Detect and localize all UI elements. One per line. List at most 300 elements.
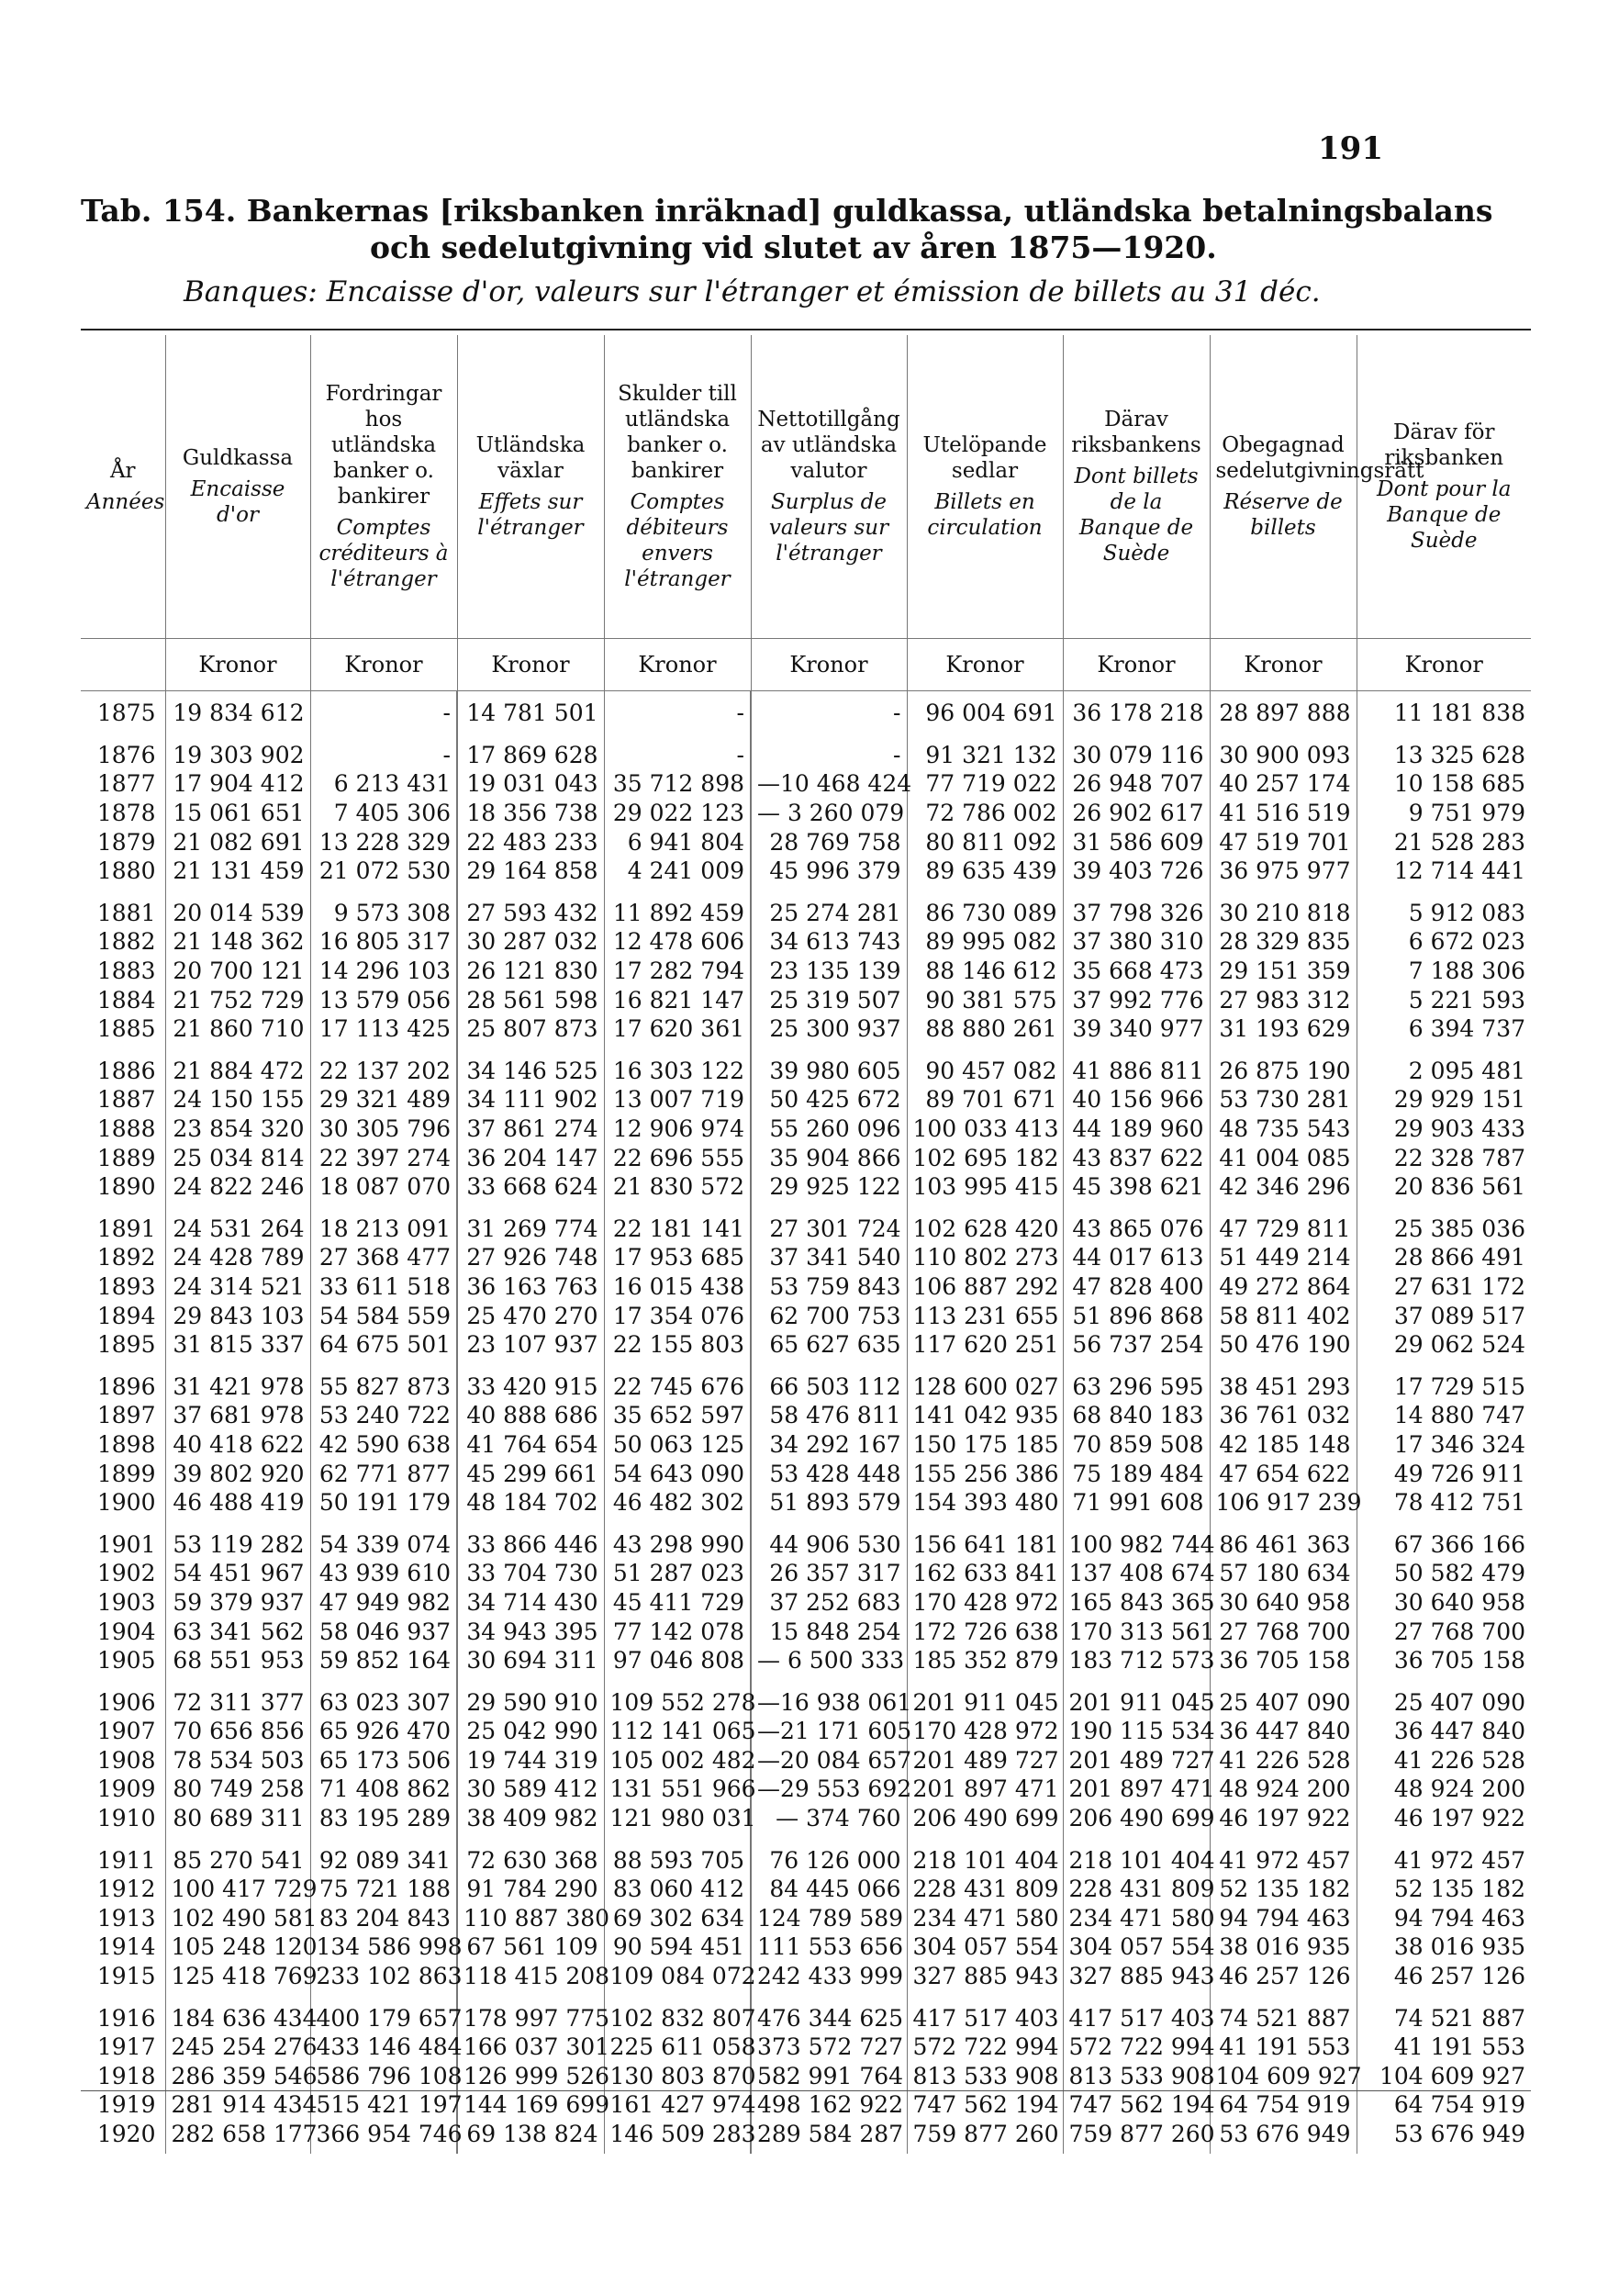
- value-cell: 166 037 301: [457, 2033, 604, 2062]
- value-cell: 37 861 274: [457, 1114, 604, 1144]
- table-row: [81, 1243, 1531, 1272]
- value-cell: -: [751, 734, 907, 770]
- value-cell: 62 771 877: [310, 1459, 457, 1488]
- value-cell: 281 914 434: [165, 2090, 310, 2120]
- value-cell: 49 272 864: [1210, 1272, 1357, 1302]
- value-cell: 201 911 045: [907, 1680, 1063, 1717]
- value-cell: 23 107 937: [457, 1330, 604, 1365]
- year-cell: 1911: [96, 1846, 156, 1874]
- value-cell: 46 257 126: [1357, 1962, 1531, 1997]
- year-cell: 1884: [96, 986, 156, 1014]
- year-group: [81, 1049, 1531, 1207]
- year-cell: 1903: [96, 1588, 156, 1616]
- table-row: [81, 1049, 1531, 1086]
- table-row: [81, 957, 1531, 986]
- value-cell: 47 654 622: [1210, 1459, 1357, 1488]
- value-cell: 31 586 609: [1063, 827, 1210, 857]
- value-cell: 100 033 413: [907, 1114, 1063, 1144]
- value-cell: 14 296 103: [310, 957, 457, 986]
- value-cell: 16 303 122: [604, 1049, 751, 1086]
- value-cell: 53 676 949: [1210, 2120, 1357, 2155]
- value-cell: 29 903 433: [1357, 1114, 1531, 1144]
- value-cell: 88 880 261: [907, 1014, 1063, 1049]
- value-cell: 206 490 699: [1063, 1804, 1210, 1839]
- value-cell: 19 031 043: [457, 769, 604, 799]
- value-cell: —16 938 061: [751, 1680, 907, 1717]
- value-cell: 498 162 922: [751, 2090, 907, 2120]
- value-cell: 65 926 470: [310, 1717, 457, 1746]
- value-cell: 126 999 526: [457, 2062, 604, 2091]
- value-cell: 80 689 311: [165, 1804, 310, 1839]
- value-cell: 18 087 070: [310, 1172, 457, 1207]
- table-subtitle-french: Banques: Encaisse d'or, valeurs sur l'étranger et émission de billets au 31 déc.: [184, 275, 1321, 308]
- value-cell: 20 836 561: [1357, 1172, 1531, 1207]
- value-cell: 23 135 139: [751, 957, 907, 986]
- value-cell: 433 146 484: [310, 2033, 457, 2062]
- value-cell: 18 356 738: [457, 799, 604, 828]
- year-cell: 1910: [96, 1805, 156, 1832]
- value-cell: 124 789 589: [751, 1904, 907, 1933]
- value-cell: 150 175 185: [907, 1430, 1063, 1460]
- value-cell: 44 017 613: [1063, 1243, 1210, 1272]
- value-cell: 56 737 254: [1063, 1330, 1210, 1365]
- units-row: [81, 639, 1531, 691]
- value-cell: 144 169 699: [457, 2090, 604, 2120]
- value-cell: —20 084 657: [751, 1746, 907, 1775]
- value-cell: 29 062 524: [1357, 1330, 1531, 1365]
- value-cell: 37 341 540: [751, 1243, 907, 1272]
- value-cell: 24 822 246: [165, 1172, 310, 1207]
- value-cell: 36 163 763: [457, 1272, 604, 1302]
- value-cell: 43 837 622: [1063, 1143, 1210, 1172]
- value-cell: 17 729 515: [1357, 1364, 1531, 1401]
- value-cell: 155 256 386: [907, 1459, 1063, 1488]
- table-row: [81, 1301, 1531, 1330]
- value-cell: 63 341 562: [165, 1617, 310, 1646]
- year-cell: 1898: [96, 1430, 156, 1458]
- table-row: [81, 1904, 1531, 1933]
- year-cell: 1908: [96, 1746, 156, 1774]
- value-cell: 83 195 289: [310, 1804, 457, 1839]
- value-cell: 25 470 270: [457, 1301, 604, 1330]
- year-cell: 1885: [96, 1015, 156, 1043]
- value-cell: 64 675 501: [310, 1330, 457, 1365]
- year-cell: 1891: [96, 1215, 156, 1242]
- year-group: [81, 1838, 1531, 1996]
- value-cell: 48 184 702: [457, 1488, 604, 1523]
- year-cell: 1904: [96, 1618, 156, 1645]
- col-header-gold: Guldkassa Encaisse d'or: [165, 335, 310, 639]
- value-cell: 109 084 072: [604, 1962, 751, 1997]
- value-cell: 80 811 092: [907, 827, 1063, 857]
- value-cell: 10 158 685: [1357, 769, 1531, 799]
- value-cell: 37 252 683: [751, 1588, 907, 1618]
- value-cell: 54 584 559: [310, 1301, 457, 1330]
- value-cell: 15 848 254: [751, 1617, 907, 1646]
- value-cell: 36 761 032: [1210, 1401, 1357, 1430]
- value-cell: 47 519 701: [1210, 827, 1357, 857]
- value-cell: 24 150 155: [165, 1085, 310, 1114]
- value-cell: 7 188 306: [1357, 957, 1531, 986]
- table-row: [81, 1746, 1531, 1775]
- value-cell: 58 476 811: [751, 1401, 907, 1430]
- value-cell: 242 433 999: [751, 1962, 907, 1997]
- table-row: [81, 1114, 1531, 1144]
- table-row: [81, 1330, 1531, 1365]
- table-row: [81, 769, 1531, 799]
- unit-cell: Kronor: [1357, 639, 1531, 691]
- value-cell: 22 181 141: [604, 1207, 751, 1244]
- value-cell: 201 489 727: [907, 1746, 1063, 1775]
- value-cell: 113 231 655: [907, 1301, 1063, 1330]
- value-cell: 80 749 258: [165, 1775, 310, 1804]
- title-block: [81, 193, 1531, 312]
- col-header-bills: Utländska växlar Effets sur l'étranger: [457, 335, 604, 639]
- value-cell: 65 173 506: [310, 1746, 457, 1775]
- value-cell: 26 902 617: [1063, 799, 1210, 828]
- table-row: [81, 1996, 1531, 2033]
- value-cell: 19 303 902: [165, 734, 310, 770]
- value-cell: 327 885 943: [907, 1962, 1063, 1997]
- value-cell: 83 060 412: [604, 1875, 751, 1904]
- year-cell: 1888: [96, 1115, 156, 1143]
- value-cell: 46 197 922: [1210, 1804, 1357, 1839]
- value-cell: 29 164 858: [457, 857, 604, 891]
- table-row: [81, 1804, 1531, 1839]
- value-cell: 40 156 966: [1063, 1085, 1210, 1114]
- value-cell: 34 714 430: [457, 1588, 604, 1618]
- value-cell: 52 135 182: [1210, 1875, 1357, 1904]
- value-cell: 49 726 911: [1357, 1459, 1531, 1488]
- col-header-claims: Fordringar hos utländska banker o. bankirer Comptes créditeurs à l'étranger: [310, 335, 457, 639]
- value-cell: 105 002 482: [604, 1746, 751, 1775]
- value-cell: 14 880 747: [1357, 1401, 1531, 1430]
- value-cell: 47 949 982: [310, 1588, 457, 1618]
- value-cell: 36 178 218: [1063, 691, 1210, 734]
- value-cell: 154 393 480: [907, 1488, 1063, 1523]
- value-cell: 94 794 463: [1210, 1904, 1357, 1933]
- value-cell: 417 517 403: [1063, 1996, 1210, 2033]
- year-cell: 1897: [96, 1402, 156, 1429]
- value-cell: 64 754 919: [1357, 2090, 1531, 2120]
- value-cell: 46 482 302: [604, 1488, 751, 1523]
- year-cell: 1880: [96, 857, 156, 885]
- value-cell: 88 146 612: [907, 957, 1063, 986]
- value-cell: 286 359 546: [165, 2062, 310, 2091]
- value-cell: 102 832 807: [604, 1996, 751, 2033]
- value-cell: 106 917 239: [1210, 1488, 1357, 1523]
- table-row: [81, 1085, 1531, 1114]
- value-cell: 21 884 472: [165, 1049, 310, 1086]
- value-cell: 128 600 027: [907, 1364, 1063, 1401]
- value-cell: 46 488 419: [165, 1488, 310, 1523]
- value-cell: 19 744 319: [457, 1746, 604, 1775]
- value-cell: 17 282 794: [604, 957, 751, 986]
- value-cell: 39 802 920: [165, 1459, 310, 1488]
- table-row: [81, 2062, 1531, 2091]
- value-cell: 33 611 518: [310, 1272, 457, 1302]
- value-cell: 91 784 290: [457, 1875, 604, 1904]
- table-row: [81, 734, 1531, 770]
- value-cell: 69 302 634: [604, 1904, 751, 1933]
- value-cell: 41 004 085: [1210, 1143, 1357, 1172]
- unit-cell: Kronor: [1210, 639, 1357, 691]
- year-cell: 1881: [96, 899, 156, 926]
- value-cell: 13 325 628: [1357, 734, 1531, 770]
- value-cell: 24 428 789: [165, 1243, 310, 1272]
- value-cell: 74 521 887: [1357, 1996, 1531, 2033]
- col-header-debts: Skulder till utländska banker o. bankirer Comptes débiteurs envers l'étranger: [604, 335, 751, 639]
- value-cell: 21 131 459: [165, 857, 310, 891]
- value-cell: 77 719 022: [907, 769, 1063, 799]
- value-cell: 21 148 362: [165, 927, 310, 957]
- value-cell: 27 631 172: [1357, 1272, 1531, 1302]
- value-cell: 36 705 158: [1357, 1646, 1531, 1681]
- value-cell: -: [310, 734, 457, 770]
- value-cell: 45 411 729: [604, 1588, 751, 1618]
- table-row: [81, 857, 1531, 891]
- value-cell: 41 886 811: [1063, 1049, 1210, 1086]
- value-cell: 35 904 866: [751, 1143, 907, 1172]
- value-cell: 31 193 629: [1210, 1014, 1357, 1049]
- value-cell: 36 447 840: [1357, 1717, 1531, 1746]
- year-cell: 1917: [96, 2033, 156, 2061]
- value-cell: 83 204 843: [310, 1904, 457, 1933]
- value-cell: 30 305 796: [310, 1114, 457, 1144]
- value-cell: 234 471 580: [907, 1904, 1063, 1933]
- unit-cell: Kronor: [751, 639, 907, 691]
- value-cell: 53 119 282: [165, 1522, 310, 1559]
- value-cell: 68 840 183: [1063, 1401, 1210, 1430]
- value-cell: 161 427 974: [604, 2090, 751, 2120]
- value-cell: 26 121 830: [457, 957, 604, 986]
- table-row: [81, 2120, 1531, 2155]
- value-cell: 59 852 164: [310, 1646, 457, 1681]
- value-cell: 45 996 379: [751, 857, 907, 891]
- table-row: [81, 1646, 1531, 1681]
- value-cell: 34 146 525: [457, 1049, 604, 1086]
- value-cell: 228 431 809: [907, 1875, 1063, 1904]
- value-cell: 476 344 625: [751, 1996, 907, 2033]
- value-cell: 96 004 691: [907, 691, 1063, 734]
- value-cell: 37 681 978: [165, 1401, 310, 1430]
- value-cell: 30 079 116: [1063, 734, 1210, 770]
- value-cell: 89 995 082: [907, 927, 1063, 957]
- table-row: [81, 1143, 1531, 1172]
- value-cell: 46 257 126: [1210, 1962, 1357, 1997]
- unit-cell: Kronor: [907, 639, 1063, 691]
- unit-cell: Kronor: [165, 639, 310, 691]
- value-cell: 58 046 937: [310, 1617, 457, 1646]
- value-cell: 27 768 700: [1210, 1617, 1357, 1646]
- value-cell: 20 014 539: [165, 891, 310, 928]
- value-cell: 5 912 083: [1357, 891, 1531, 928]
- table-row: [81, 891, 1531, 928]
- col-header-net: Nettotillgång av utländska valutor Surplus de valeurs sur l'étranger: [751, 335, 907, 639]
- value-cell: 100 417 729: [165, 1875, 310, 1904]
- value-cell: 77 142 078: [604, 1617, 751, 1646]
- value-cell: 21 830 572: [604, 1172, 751, 1207]
- value-cell: 170 313 561: [1063, 1617, 1210, 1646]
- value-cell: 38 409 982: [457, 1804, 604, 1839]
- value-cell: 201 489 727: [1063, 1746, 1210, 1775]
- value-cell: 37 089 517: [1357, 1301, 1531, 1330]
- value-cell: 36 447 840: [1210, 1717, 1357, 1746]
- year-cell: 1913: [96, 1904, 156, 1932]
- value-cell: 37 380 310: [1063, 927, 1210, 957]
- value-cell: 44 189 960: [1063, 1114, 1210, 1144]
- value-cell: 38 016 935: [1357, 1932, 1531, 1962]
- value-cell: 121 980 031: [604, 1804, 751, 1839]
- value-cell: 50 425 672: [751, 1085, 907, 1114]
- year-cell: 1901: [96, 1530, 156, 1558]
- value-cell: 572 722 994: [1063, 2033, 1210, 2062]
- value-cell: 37 992 776: [1063, 985, 1210, 1014]
- value-cell: 51 893 579: [751, 1488, 907, 1523]
- value-cell: 33 866 446: [457, 1522, 604, 1559]
- value-cell: 90 594 451: [604, 1932, 751, 1962]
- value-cell: 6 394 737: [1357, 1014, 1531, 1049]
- value-cell: 201 897 471: [907, 1775, 1063, 1804]
- value-cell: 34 292 167: [751, 1430, 907, 1460]
- value-cell: 51 896 868: [1063, 1301, 1210, 1330]
- value-cell: 21 860 710: [165, 1014, 310, 1049]
- value-cell: 185 352 879: [907, 1646, 1063, 1681]
- value-cell: 30 287 032: [457, 927, 604, 957]
- value-cell: 25 407 090: [1357, 1680, 1531, 1717]
- value-cell: 417 517 403: [907, 1996, 1063, 2033]
- value-cell: 29 151 359: [1210, 957, 1357, 986]
- table-row: [81, 1364, 1531, 1401]
- value-cell: 289 584 287: [751, 2120, 907, 2155]
- value-cell: 206 490 699: [907, 1804, 1063, 1839]
- table-row: [81, 1430, 1531, 1460]
- table-row: [81, 1522, 1531, 1559]
- value-cell: 21 752 729: [165, 985, 310, 1014]
- value-cell: 91 321 132: [907, 734, 1063, 770]
- value-cell: 33 668 624: [457, 1172, 604, 1207]
- table-row: [81, 1588, 1531, 1618]
- value-cell: 28 769 758: [751, 827, 907, 857]
- value-cell: 11 892 459: [604, 891, 751, 928]
- value-cell: 18 213 091: [310, 1207, 457, 1244]
- value-cell: 72 786 002: [907, 799, 1063, 828]
- value-cell: 22 397 274: [310, 1143, 457, 1172]
- value-cell: 72 311 377: [165, 1680, 310, 1717]
- value-cell: 102 490 581: [165, 1904, 310, 1933]
- value-cell: 103 995 415: [907, 1172, 1063, 1207]
- value-cell: 34 111 902: [457, 1085, 604, 1114]
- table-row: [81, 2090, 1531, 2120]
- value-cell: 29 929 151: [1357, 1085, 1531, 1114]
- value-cell: 30 694 311: [457, 1646, 604, 1681]
- value-cell: 21 082 691: [165, 827, 310, 857]
- value-cell: 201 911 045: [1063, 1680, 1210, 1717]
- value-cell: 54 643 090: [604, 1459, 751, 1488]
- col-header-year: År Années: [81, 335, 165, 639]
- value-cell: — 6 500 333: [751, 1646, 907, 1681]
- value-cell: 245 254 276: [165, 2033, 310, 2062]
- value-cell: 400 179 657: [310, 1996, 457, 2033]
- table-row: [81, 1875, 1531, 1904]
- value-cell: 30 640 958: [1357, 1588, 1531, 1618]
- value-cell: 78 534 503: [165, 1746, 310, 1775]
- value-cell: 66 503 112: [751, 1364, 907, 1401]
- value-cell: 53 428 448: [751, 1459, 907, 1488]
- value-cell: 131 551 966: [604, 1775, 751, 1804]
- value-cell: 29 321 489: [310, 1085, 457, 1114]
- value-cell: 90 457 082: [907, 1049, 1063, 1086]
- table-row: [81, 1459, 1531, 1488]
- value-cell: 74 521 887: [1210, 1996, 1357, 2033]
- value-cell: 62 700 753: [751, 1301, 907, 1330]
- value-cell: 14 781 501: [457, 691, 604, 734]
- year-cell: 1886: [96, 1057, 156, 1084]
- value-cell: 27 768 700: [1357, 1617, 1531, 1646]
- value-cell: 50 191 179: [310, 1488, 457, 1523]
- value-cell: 13 228 329: [310, 827, 457, 857]
- value-cell: 21 072 530: [310, 857, 457, 891]
- value-cell: 813 533 908: [1063, 2062, 1210, 2091]
- value-cell: 41 226 528: [1357, 1746, 1531, 1775]
- value-cell: 218 101 404: [1063, 1838, 1210, 1875]
- value-cell: 33 704 730: [457, 1559, 604, 1588]
- value-cell: 17 953 685: [604, 1243, 751, 1272]
- year-cell: 1883: [96, 958, 156, 985]
- table-row: [81, 1014, 1531, 1049]
- value-cell: 572 722 994: [907, 2033, 1063, 2062]
- value-cell: 22 137 202: [310, 1049, 457, 1086]
- value-cell: 105 248 120: [165, 1932, 310, 1962]
- value-cell: 33 420 915: [457, 1364, 604, 1401]
- year-cell: 1878: [96, 800, 156, 827]
- value-cell: 41 516 519: [1210, 799, 1357, 828]
- table-row: [81, 1207, 1531, 1244]
- value-cell: 68 551 953: [165, 1646, 310, 1681]
- table-title-line-2: och sedelutgivning vid slutet av åren 1875—1920.: [370, 230, 1217, 265]
- value-cell: 156 641 181: [907, 1522, 1063, 1559]
- value-cell: 43 298 990: [604, 1522, 751, 1559]
- value-cell: 759 877 260: [907, 2120, 1063, 2155]
- year-cell: 1895: [96, 1331, 156, 1359]
- value-cell: 19 834 612: [165, 691, 310, 734]
- value-cell: 16 805 317: [310, 927, 457, 957]
- value-cell: 125 418 769: [165, 1962, 310, 1997]
- value-cell: 17 346 324: [1357, 1430, 1531, 1460]
- value-cell: 41 191 553: [1357, 2033, 1531, 2062]
- value-cell: 109 552 278: [604, 1680, 751, 1717]
- value-cell: 34 943 395: [457, 1617, 604, 1646]
- value-cell: 41 764 654: [457, 1430, 604, 1460]
- value-cell: 162 633 841: [907, 1559, 1063, 1588]
- value-cell: 71 408 862: [310, 1775, 457, 1804]
- value-cell: 25 407 090: [1210, 1680, 1357, 1717]
- year-cell: 1915: [96, 1963, 156, 1990]
- value-cell: 23 854 320: [165, 1114, 310, 1144]
- year-cell: 1875: [96, 700, 156, 727]
- value-cell: 102 628 420: [907, 1207, 1063, 1244]
- value-cell: 29 590 910: [457, 1680, 604, 1717]
- year-cell: 1912: [96, 1876, 156, 1903]
- value-cell: 17 620 361: [604, 1014, 751, 1049]
- value-cell: 172 726 638: [907, 1617, 1063, 1646]
- value-cell: 137 408 674: [1063, 1559, 1210, 1588]
- value-cell: 228 431 809: [1063, 1875, 1210, 1904]
- value-cell: 27 368 477: [310, 1243, 457, 1272]
- value-cell: 47 729 811: [1210, 1207, 1357, 1244]
- value-cell: 17 869 628: [457, 734, 604, 770]
- value-cell: 97 046 808: [604, 1646, 751, 1681]
